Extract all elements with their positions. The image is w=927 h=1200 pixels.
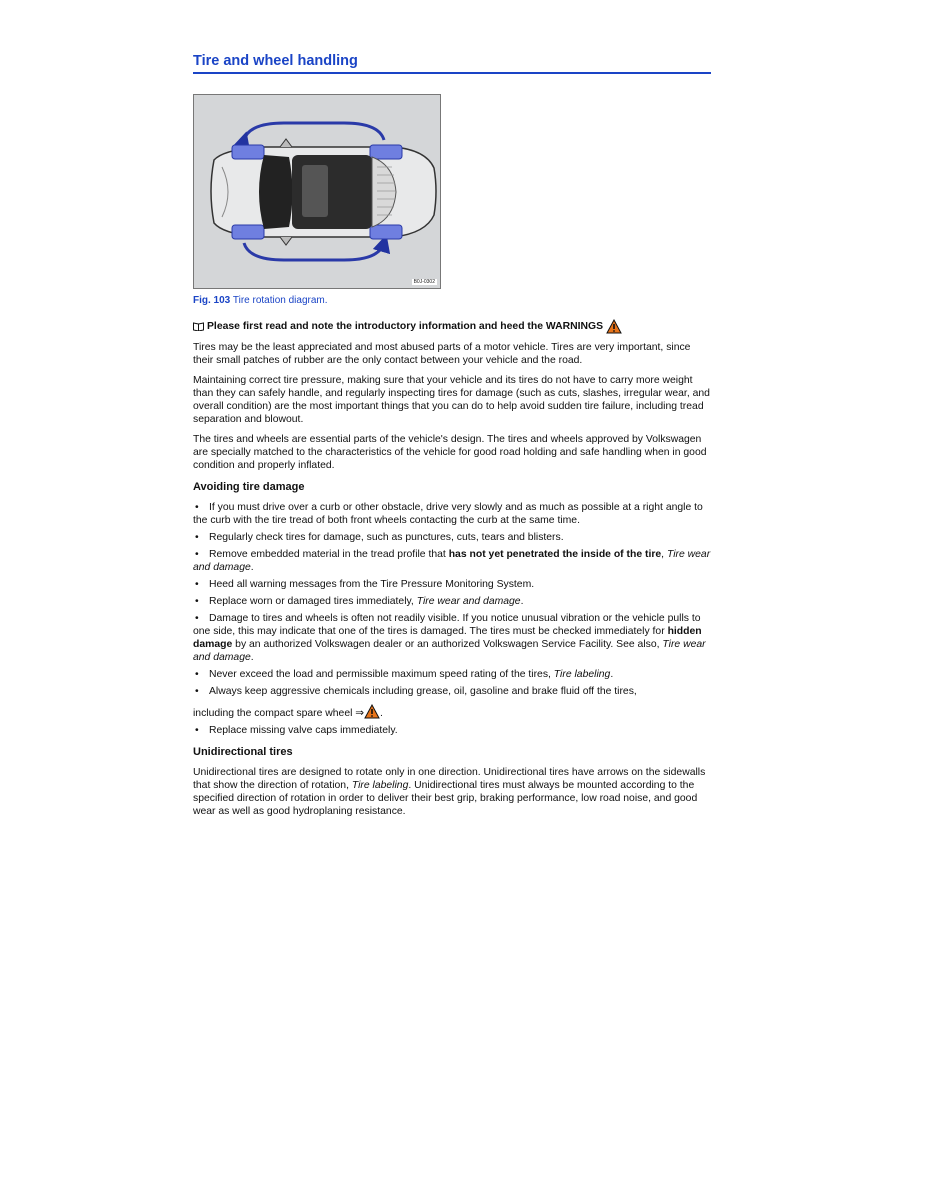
figure-code: B0J-0302: [413, 279, 435, 285]
list-item: • Replace missing valve caps immediately.: [195, 725, 398, 736]
list-item: • Always keep aggressive chemicals including grease, oil, gasoline and brake fluid off the tires, including the compact spare wheel ⇒ .: [193, 686, 637, 719]
intro-paragraph-1: Tires may be the least appreciated and most abused parts of a motor vehicle. Tires are very important, since their small patches of rubber are the only contact between your vehicle and the road.: [193, 342, 691, 366]
cross-reference: Tire wear and damage: [193, 639, 706, 663]
list-item: • Replace worn or damaged tires immediately, Tire wear and damage.: [195, 596, 524, 607]
avoiding-damage-heading: Avoiding tire damage: [193, 481, 305, 493]
tire-rotation-figure: [193, 94, 441, 289]
list-item: • Never exceed the load and permissible maximum speed rating of the tires, Tire labeling.: [195, 669, 614, 680]
list-item: • Regularly check tires for damage, such as punctures, cuts, tears and blisters.: [195, 532, 564, 543]
figure-caption-text: Tire rotation diagram.: [232, 295, 328, 306]
unidirectional-heading: Unidirectional tires: [193, 746, 293, 758]
page: [193, 52, 711, 825]
title-divider: [193, 72, 711, 74]
list-item: • Damage to tires and wheels is often not readily visible. If you notice unusual vibration or the vehicle pulls to one side, this may indicate that one of the tires is damaged. The tires must be checked immediately for hidden damage by an authorized Volkswagen dealer or an authorized Volkswagen Service Facility. See also, Tire wear and damage.: [193, 613, 706, 663]
intro-paragraph-2: Maintaining correct tire pressure, making sure that your vehicle and its tires do not have to carry more weight than they can safely handle, and regularly inspecting tires for damage (such as cuts, slashes, irregular wear, and overall condition) are the most important things that you can do to help avoid sudden tire failure, including tread separation and blowout.: [193, 375, 710, 425]
cross-reference: Tire wear and damage: [193, 549, 711, 573]
list-item: • Heed all warning messages from the Tire Pressure Monitoring System.: [195, 579, 535, 590]
page-title: Tire and wheel handling: [193, 53, 358, 69]
warning-notice-text: Please first read and note the introductory information and heed the WARNINGS: [207, 321, 604, 332]
intro-paragraph-3: The tires and wheels are essential parts of the vehicle's design. The tires and wheels approved by Volkswagen are specially matched to the characteristics of the vehicle for good road holding and safe handling when in good condition and properly inflated.: [193, 434, 707, 471]
unidirectional-paragraph: Unidirectional tires are designed to rotate only in one direction. Unidirectional tires have arrows on the sidewalls that show the direction of rotation, Tire labeling. Unidirectional tires must always be mounted according to the specified direction of rotation in order to deliver their best grip, braking performance, low road noise, and good wear as well as good hydroplaning resistance.: [193, 767, 706, 817]
warning-triangle-icon: [364, 704, 380, 719]
list-item: • Remove embedded material in the tread profile that has not yet penetrated the inside of the tire, Tire wear and damage.: [193, 549, 711, 573]
cross-reference: Tire labeling: [351, 780, 409, 791]
cross-reference: Tire labeling: [553, 669, 611, 680]
book-icon: [193, 322, 204, 331]
figure-caption-label: Fig. 103: [193, 295, 231, 306]
warning-triangle-icon: [606, 319, 622, 334]
list-item: • If you must drive over a curb or other obstacle, drive very slowly and as much as possible at a right angle to the curb with the tire tread of both front wheels contacting the curb at the same time.: [193, 502, 703, 526]
car-top-view-illustration: [194, 95, 440, 288]
figure-caption: [193, 295, 711, 306]
warning-notice: [193, 319, 711, 334]
avoiding-damage-list: [193, 501, 711, 737]
cross-reference: Tire wear and damage: [416, 596, 521, 607]
